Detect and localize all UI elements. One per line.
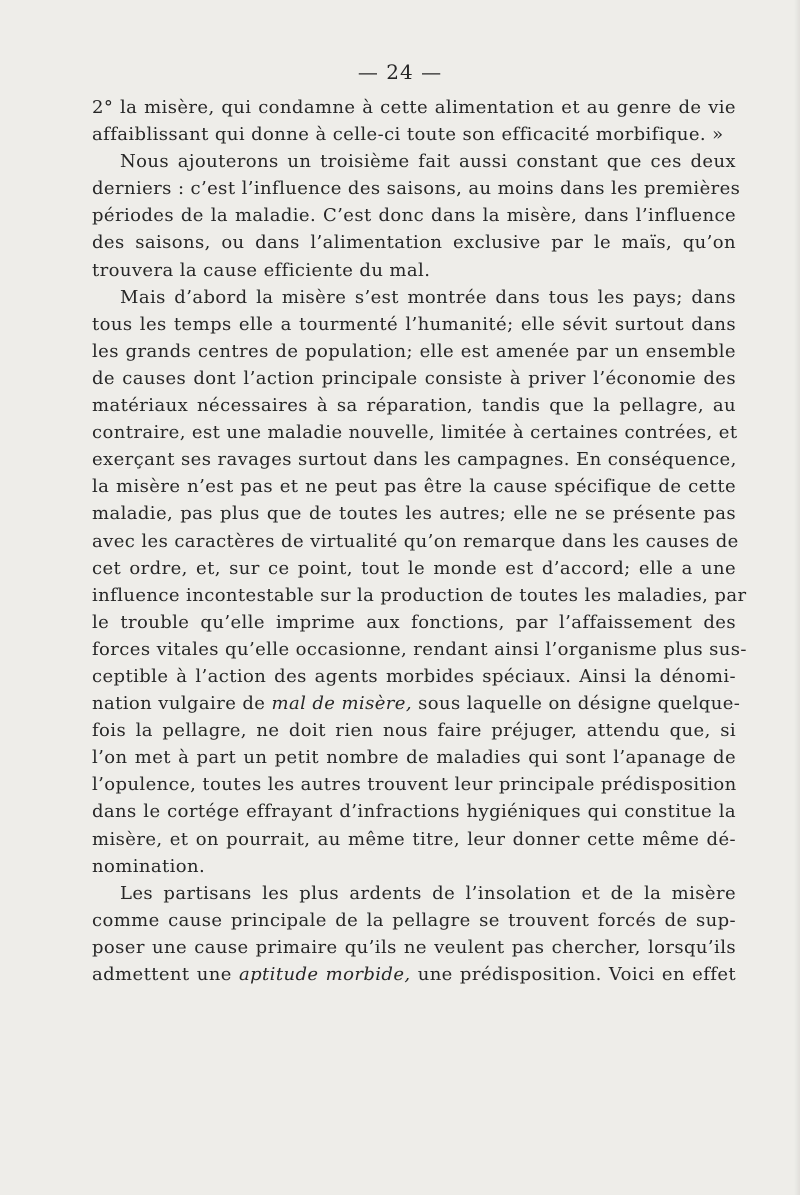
text-line: comme cause principale de la pellagre se trouvent forcés de sup- <box>92 909 736 931</box>
text-line: fois la pellagre, ne doit rien nous faire préjuger, attendu que, si <box>92 720 736 742</box>
text-line: maladie, pas plus que de toutes les autres; elle ne se présente pas <box>92 503 736 525</box>
text-line: avec les caractères de virtualité qu’on remarque dans les causes de <box>92 530 739 552</box>
text-run: nation vulgaire de <box>92 693 272 715</box>
text-line: trouvera la cause efficiente du mal. <box>92 259 431 281</box>
text-line: misère, et on pourrait, au même titre, leur donner cette même dé- <box>92 828 736 850</box>
text-line: Les partisans les plus ardents de l’insolation et de la misère <box>120 882 736 904</box>
paragraph-2 <box>92 148 741 283</box>
text-line: l’opulence, toutes les autres trouvent leur principale prédisposition <box>92 774 737 796</box>
text-line: nomination. <box>92 855 206 877</box>
paragraph-4 <box>92 880 736 988</box>
paragraph-3 <box>92 284 747 880</box>
text-line: contraire, est une maladie nouvelle, limitée à certaines contrées, et <box>92 422 738 444</box>
text-line: l’on met à part un petit nombre de maladies qui sont l’apanage de <box>92 747 736 769</box>
text-line-with-italic <box>92 961 736 988</box>
text-line: forces vitales qu’elle occasionne, rendant ainsi l’organisme plus sus- <box>92 638 747 660</box>
text-run: admettent une <box>92 964 239 985</box>
text-line: derniers : c’est l’influence des saisons, au moins dans les premières <box>92 178 741 200</box>
paragraph-1 <box>92 94 736 148</box>
italic-phrase-mal-de-misere: mal de misère, <box>271 693 412 715</box>
text-run: une prédisposition. Voici en effet <box>410 964 737 985</box>
page-number: — 24 — <box>357 60 443 84</box>
italic-phrase-aptitude-morbide: aptitude morbide, <box>238 964 411 985</box>
text-line: les grands centres de population; elle est amenée par un ensemble <box>92 340 736 362</box>
text-line: le trouble qu’elle imprime aux fonctions, par l’affaissement des <box>92 611 736 633</box>
text-line: Nous ajouterons un troisième fait aussi constant que ces deux <box>120 151 736 173</box>
text-line: cet ordre, et, sur ce point, tout le monde est d’accord; elle a une <box>92 557 736 579</box>
text-line: matériaux nécessaires à sa réparation, tandis que la pellagre, au <box>92 395 736 417</box>
text-line-with-italic <box>92 690 741 717</box>
text-run: sous laquelle on désigne quelque- <box>411 693 741 715</box>
text-line: périodes de la maladie. C’est donc dans la misère, dans l’influence <box>92 205 736 227</box>
text-line: la misère n’est pas et ne peut pas être la cause spécifique de cette <box>92 476 736 498</box>
text-line: exerçant ses ravages surtout dans les campagnes. En conséquence, <box>92 449 737 471</box>
text-line: influence incontestable sur la production de toutes les maladies, par <box>92 584 747 606</box>
text-line: tous les temps elle a tourmenté l’humanité; elle sévit surtout dans <box>92 313 736 335</box>
text-line: affaiblissant qui donne à celle-ci toute son efficacité morbifique. » <box>92 124 724 146</box>
text-line: 2° la misère, qui condamne à cette alimentation et au genre de vie <box>92 97 736 118</box>
text-line: dans le cortége effrayant d’infractions hygiéniques qui constitue la <box>92 801 736 823</box>
body-text <box>92 94 747 988</box>
text-line: de causes dont l’action principale consiste à priver l’économie des <box>92 367 736 389</box>
text-line: des saisons, ou dans l’alimentation exclusive par le maïs, qu’on <box>92 232 736 254</box>
text-line: ceptible à l’action des agents morbides spéciaux. Ainsi la dénomi- <box>92 665 736 687</box>
text-line: Mais d’abord la misère s’est montrée dans tous les pays; dans <box>120 286 736 308</box>
text-line: poser une cause primaire qu’ils ne veulent pas chercher, lorsqu’ils <box>92 936 736 958</box>
